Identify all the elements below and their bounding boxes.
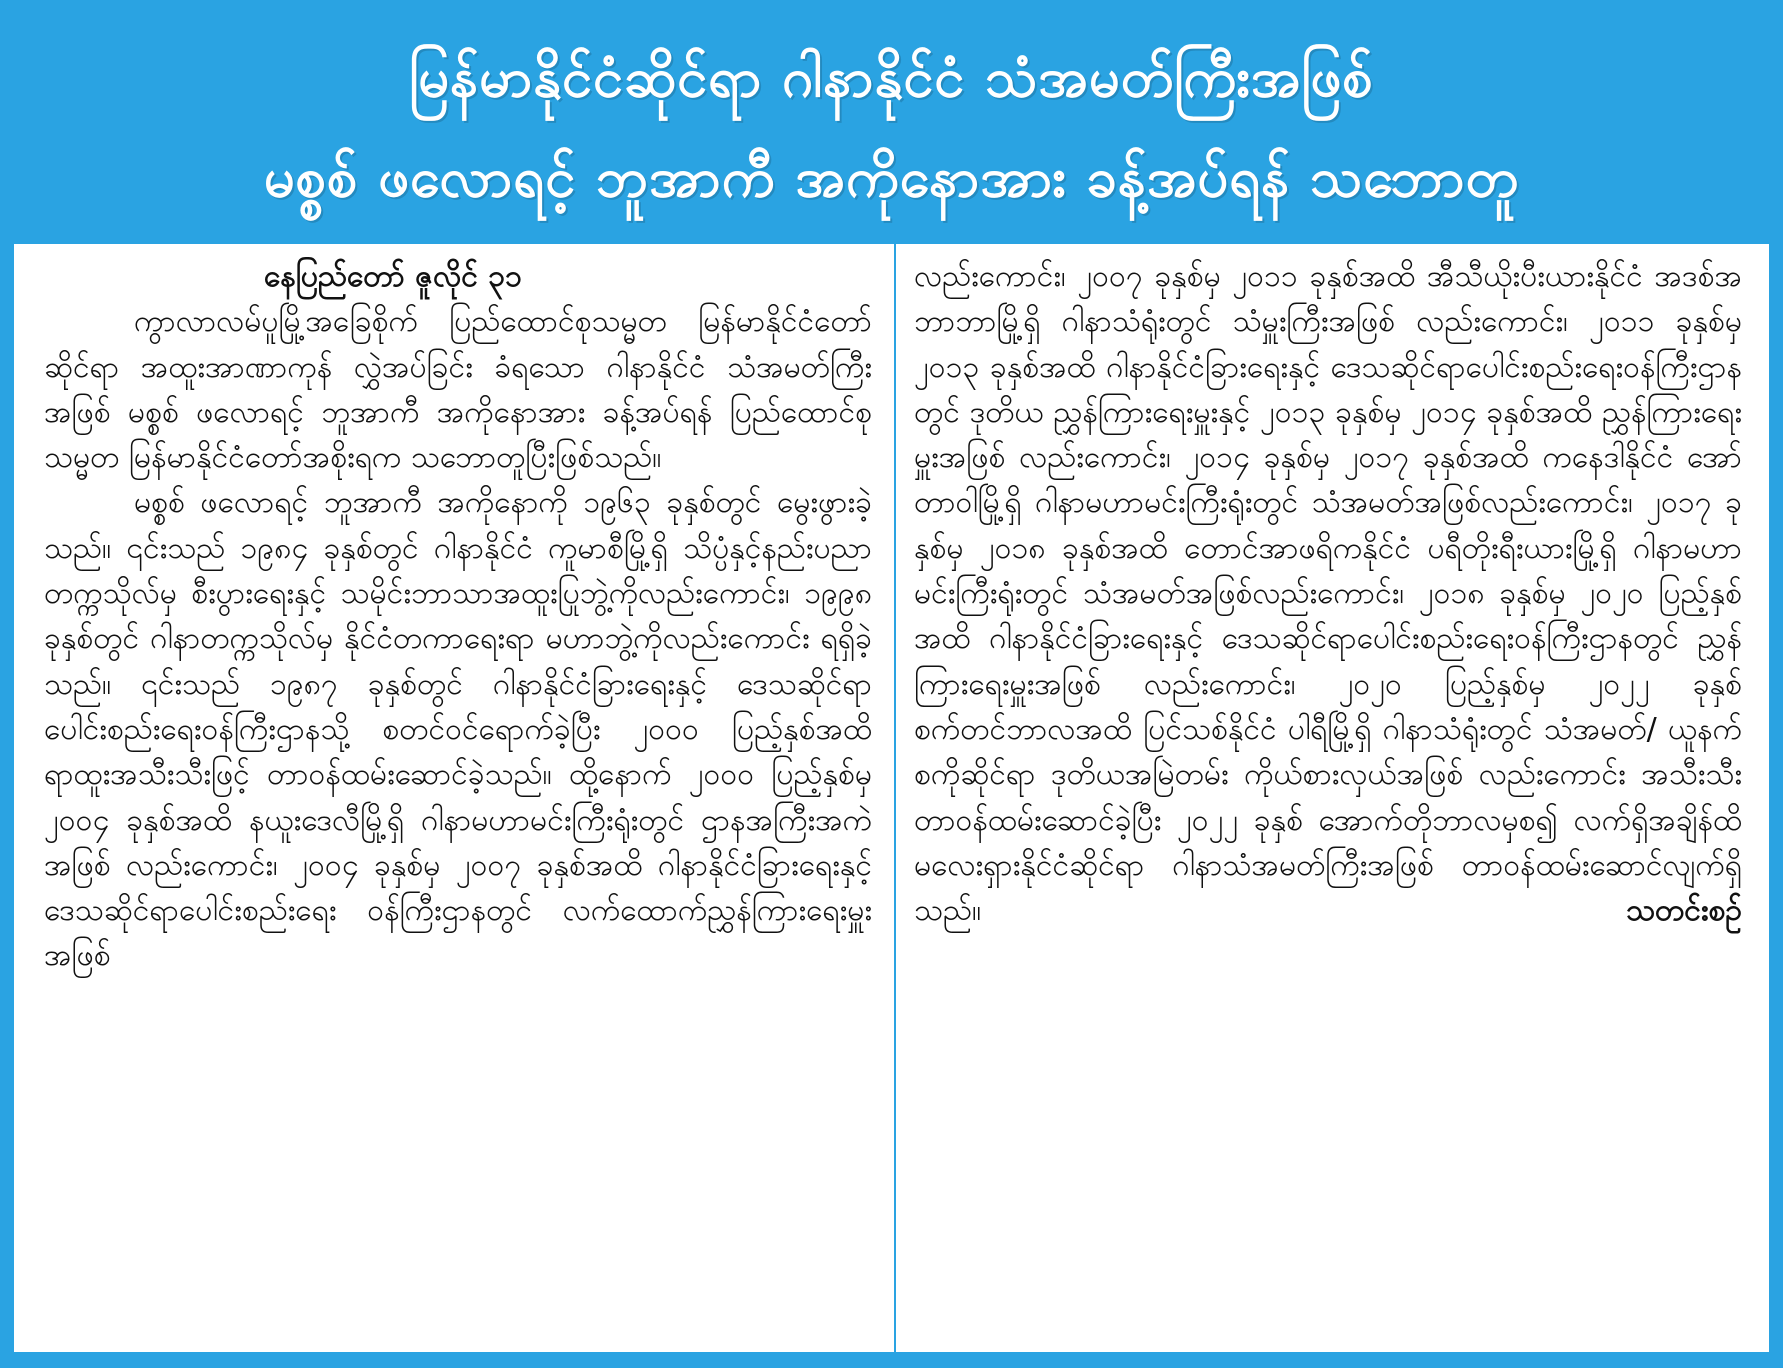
dateline: နေပြည်တော် ဇူလိုင် ၃၁ (264, 259, 523, 294)
column-divider (894, 244, 896, 1352)
headline-line-1: မြန်မာနိုင်ငံဆိုင်ရာ ဂါနာနိုင်ငံ သံအမတ်ကြီးအဖြစ် (409, 46, 1374, 109)
headline-line-2: မစ္စစ် ဖလောရင့် ဘူအာကီ အကိုနောအား ခန့်အပ်ရန် သဘောတူ (263, 146, 1520, 209)
article-column-left (44, 254, 886, 1342)
paragraph-2: မစ္စစ် ဖလောရင့် ဘူအာကီ အကိုနောကို ၁၉၆၃ ခုနှစ်တွင် မွေးဖွားခဲ့သည်။ ၎င်းသည် ၁၉၈၄ ခုနှစ်တွင် ဂါနာနိုင်ငံ ကူမာစီမြို့ရှိ သိပ္ပံနှင့်နည်းပညာတက္ကသိုလ်မှ စီးပွားရေးနှင့် သမိုင်းဘာသာအထူးပြုဘွဲ့ကိုလည်းကောင်း၊ ၁၉၉၈ ခုနှစ်တွင် ဂါနာတက္ကသိုလ်မှ နိုင်ငံတကာရေးရာ မဟာဘွဲ့ကိုလည်းကောင်း ရရှိခဲ့သည်။ ၎င်းသည် ၁၉၈၇ ခုနှစ်တွင် ဂါနာနိုင်ငံခြားရေးနှင့် ဒေသဆိုင်ရာပေါင်းစည်းရေးဝန်ကြီးဌာနသို့ စတင်ဝင်ရောက်ခဲ့ပြီး ၂၀၀၀ ပြည့်နှစ်အထိ ရာထူးအသီးသီးဖြင့် တာဝန်ထမ်းဆောင်ခဲ့သည်။ ထို့နောက် ၂၀၀၀ ပြည့်နှစ်မှ ၂၀၀၄ ခုနှစ်အထိ နယူးဒေလီမြို့ရှိ ဂါနာမဟာမင်းကြီးရုံးတွင် ဌာနအကြီးအကဲအဖြစ် လည်းကောင်း၊ ၂၀၀၄ ခုနှစ်မှ ၂၀၀၇ ခုနှစ်အထိ ဂါနာနိုင်ငံခြားရေးနှင့် ဒေသဆိုင်ရာပေါင်းစည်းရေး ဝန်ကြီးဌာနတွင် လက်ထောက်ညွှန်ကြားရေးမှူးအဖြစ် (44, 485, 872, 974)
article-body (14, 244, 1769, 1352)
paragraph-1: ကွာလာလမ်ပူမြို့အခြေစိုက် ပြည်ထောင်စုသမ္မတ မြန်မာနိုင်ငံတော်ဆိုင်ရာ အထူးအာဏာကုန် လွှဲအပ်ခြင်း ခံရသော ဂါနာနိုင်ငံ သံအမတ်ကြီးအဖြစ် မစ္စစ် ဖလောရင့် ဘူအာကီ အကိုနောအား ခန့်အပ်ရန် ပြည်ထောင်စုသမ္မတ မြန်မာနိုင်ငံတော်အစိုးရက သဘောတူပြီးဖြစ်သည်။ (44, 304, 872, 476)
headline (14, 14, 1769, 242)
byline: သတင်းစဉ် (1626, 893, 1742, 929)
article-column-right (914, 254, 1756, 1342)
paragraph-2-continued: လည်းကောင်း၊ ၂၀၀၇ ခုနှစ်မှ ၂၀၁၁ ခုနှစ်အထိ အီသီယိုးပီးယားနိုင်ငံ အဒစ်အဘာဘာမြို့ရှိ ဂါနာသံရုံးတွင် သံမှူးကြီးအဖြစ် လည်းကောင်း၊ ၂၀၁၁ ခုနှစ်မှ ၂၀၁၃ ခုနှစ်အထိ ဂါနာနိုင်ငံခြားရေးနှင့် ဒေသဆိုင်ရာပေါင်းစည်းရေးဝန်ကြီးဌာနတွင် ဒုတိယ ညွှန်ကြားရေးမှူးနှင့် ၂၀၁၃ ခုနှစ်မှ ၂၀၁၄ ခုနှစ်အထိ ညွှန်ကြားရေးမှူးအဖြစ် လည်းကောင်း၊ ၂၀၁၄ ခုနှစ်မှ ၂၀၁၇ ခုနှစ်အထိ ကနေဒါနိုင်ငံ အော်တာဝါမြို့ရှိ ဂါနာမဟာမင်းကြီးရုံးတွင် သံအမတ်အဖြစ်လည်းကောင်း၊ ၂၀၁၇ ခုနှစ်မှ ၂၀၁၈ ခုနှစ်အထိ တောင်အာဖရိကနိုင်ငံ ပရီတိုးရီးယားမြို့ရှိ ဂါနာမဟာမင်းကြီးရုံးတွင် သံအမတ်အဖြစ်လည်းကောင်း၊ ၂၀၁၈ ခုနှစ်မှ ၂၀၂၀ ပြည့်နှစ်အထိ ဂါနာနိုင်ငံခြားရေးနှင့် ဒေသဆိုင်ရာပေါင်းစည်းရေးဝန်ကြီးဌာနတွင် ညွှန်ကြားရေးမှူးအဖြစ် လည်းကောင်း၊ ၂၀၂၀ ပြည့်နှစ်မှ ၂၀၂၂ ခုနှစ် စက်တင်ဘာလအထိ ပြင်သစ်နိုင်ငံ ပါရီမြို့ရှိ ဂါနာသံရုံးတွင် သံအမတ်/ ယူနက်စကိုဆိုင်ရာ ဒုတိယအမြဲတမ်း ကိုယ်စားလှယ်အဖြစ် လည်းကောင်း အသီးသီးတာဝန်ထမ်းဆောင်ခဲ့ပြီး ၂၀၂၂ ခုနှစ် အောက်တိုဘာလမှစ၍ လက်ရှိအချိန်ထိ မလေးရှားနိုင်ငံဆိုင်ရာ ဂါနာသံအမတ်ကြီးအဖြစ် တာဝန်ထမ်းဆောင်လျက်ရှိသည်။ (914, 259, 1742, 929)
